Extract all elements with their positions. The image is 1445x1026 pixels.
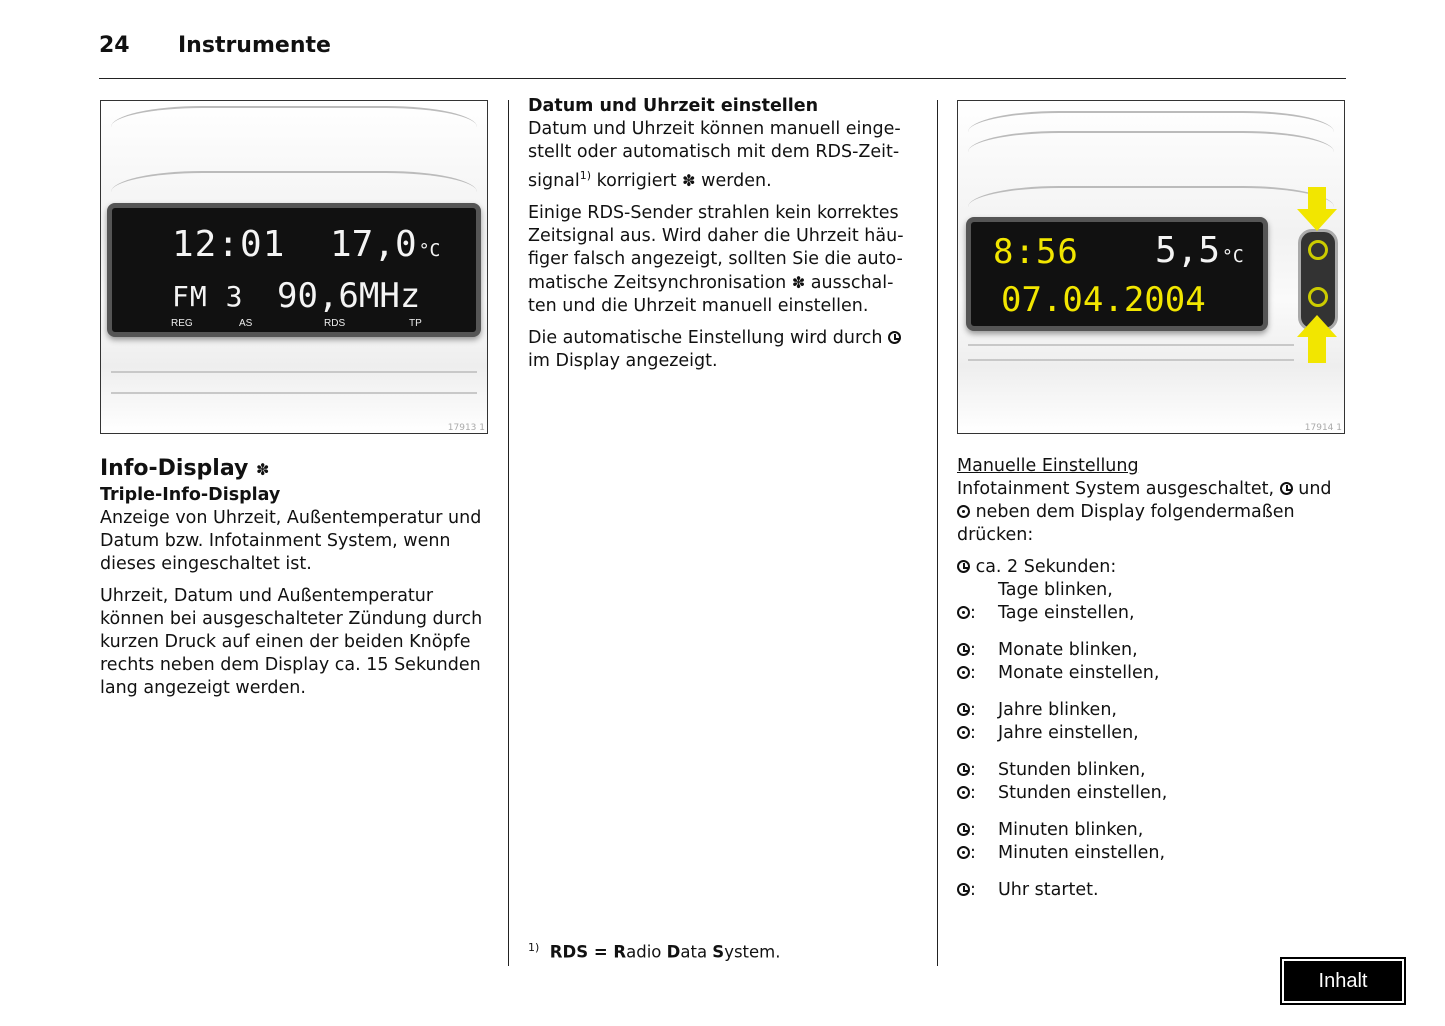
lcd-label-rds: RDS: [324, 318, 346, 329]
step-text: Tage blinken,: [998, 580, 1113, 600]
column-divider: [937, 100, 938, 966]
paragraph-text: neben dem Display folgendermaßen drücken:: [957, 502, 1295, 545]
lcd-date: 07.04.2004: [1001, 280, 1206, 320]
paragraph-text: Datum und Uhrzeit können manuell einge-stellt oder automatisch mit dem RDS-Zeit-signal: [528, 119, 901, 191]
lcd-screen: [107, 203, 481, 337]
section-heading: Manuelle Einstellung: [957, 456, 1139, 476]
step-text: Stunden blinken,: [998, 760, 1146, 780]
lcd-screen: [966, 217, 1268, 331]
lcd-time: 12:01: [172, 224, 286, 265]
paragraph-text: Infotainment System ausgeschaltet,: [957, 479, 1275, 499]
arrow-up-icon: [1308, 337, 1326, 363]
right-column: [957, 455, 1349, 902]
clock-button[interactable]: [1308, 240, 1328, 260]
set-icon: [957, 505, 970, 518]
rds-sun-icon: ✽: [256, 460, 270, 479]
paragraph-text: korrigiert: [591, 170, 677, 191]
clock-icon: [957, 560, 970, 573]
lcd-temp: 17,0: [330, 224, 417, 265]
section-heading: Datum und Uhrzeit einstellen: [528, 96, 819, 116]
paragraph-text: Einige RDS-Sender strahlen kein korrektes Zeitsignal aus. Wird daher die Uhrzeit häu-figer falsch angezeigt, sollten Sie die auto-matische Zeitsynchronisation: [528, 202, 904, 293]
lcd-temp: 5,5: [1155, 230, 1221, 271]
clock-icon: [888, 331, 901, 344]
step-text: Tage einstellen,: [998, 603, 1135, 623]
clock-icon: [957, 883, 970, 896]
step-text: Minuten blinken,: [998, 820, 1144, 840]
footnote: $^{1)}$ RDS = Radio Data System.: [528, 941, 781, 962]
lcd-temp-group: [1155, 230, 1244, 271]
subheading: Triple-Info-Display: [100, 485, 281, 505]
lcd-band: FM 3: [172, 280, 244, 313]
set-icon: [957, 666, 970, 679]
lcd-temp-unit: °C: [1222, 246, 1244, 267]
lcd-label-as: AS: [239, 318, 253, 329]
left-column: [100, 455, 490, 709]
set-icon: [957, 726, 970, 739]
lcd-frequency: 90,6MHz: [277, 276, 421, 316]
paragraph: Uhrzeit, Datum und Außentemperatur können bei ausgeschalteter Zündung durch kurzen Druck auf einen der beiden Knöpfe rechts neben dem Display ca. 15 Sekunden lang angezeigt werden.: [100, 586, 483, 698]
set-icon: [957, 606, 970, 619]
contents-button[interactable]: Inhalt: [1280, 957, 1406, 1005]
lcd-label-reg: REG: [171, 318, 193, 329]
lcd-label-tp: TP: [409, 318, 422, 329]
step-text: Monate einstellen,: [998, 663, 1160, 683]
rds-sun-icon: ✽: [682, 170, 696, 190]
paragraph-text: ausschal-ten und die Uhrzeit manuell einstellen.: [528, 272, 894, 316]
clock-icon: [957, 643, 970, 656]
column-divider: [508, 100, 509, 966]
setting-steps: ca. 2 Sekunden: Tage blinken, : Tage einstellen, : Monate blinken, : Monate einstellen, : Jahre blinken, : Jahre einstellen, : Stunden blinken, : Stunden einstellen, : Minuten blinken, : Minuten einstellen, : Uhr startet.: [957, 556, 1349, 902]
step-text: Monate blinken,: [998, 640, 1138, 660]
figure-number: 17913 1: [447, 423, 485, 433]
step-text: Stunden einstellen,: [998, 783, 1168, 803]
middle-column: [528, 95, 920, 382]
rds-sun-icon: ✽: [791, 272, 806, 292]
paragraph-text: und: [1292, 479, 1332, 499]
figure-number: 17914 1: [1304, 423, 1342, 433]
step-text: Jahre einstellen,: [998, 723, 1139, 743]
paragraph-text: werden.: [695, 170, 772, 191]
arrow-down-icon: [1308, 187, 1326, 209]
set-icon: [957, 786, 970, 799]
step-text: Uhr startet.: [998, 880, 1099, 900]
paragraph: Anzeige von Uhrzeit, Außentemperatur und Datum bzw. Infotainment System, wenn dieses eingeschaltet ist.: [100, 508, 482, 574]
set-icon: [957, 846, 970, 859]
step-text: Jahre blinken,: [998, 700, 1117, 720]
info-display-figure: [100, 100, 488, 434]
page-number: 24: [99, 33, 130, 58]
paragraph-text: im Display angezeigt.: [528, 350, 718, 371]
set-button[interactable]: [1308, 287, 1328, 307]
footnote-ref: 1): [579, 169, 592, 182]
page-title: Instrumente: [178, 33, 331, 58]
clock-icon: [957, 763, 970, 776]
section-heading: Info-Display: [100, 456, 249, 481]
lcd-temp-group: [330, 224, 440, 265]
header-divider: [99, 78, 1346, 79]
clock-icon: [957, 703, 970, 716]
clock-icon: [957, 823, 970, 836]
clock-setting-figure: [957, 100, 1345, 434]
lcd-temp-unit: °C: [418, 240, 441, 261]
lcd-time: 8:56: [993, 232, 1079, 272]
paragraph-text: Die automatische Einstellung wird durch: [528, 327, 883, 348]
clock-icon: [1280, 482, 1293, 495]
step-text: Minuten einstellen,: [998, 843, 1166, 863]
step-text: ca. 2 Sekunden:: [975, 557, 1117, 577]
